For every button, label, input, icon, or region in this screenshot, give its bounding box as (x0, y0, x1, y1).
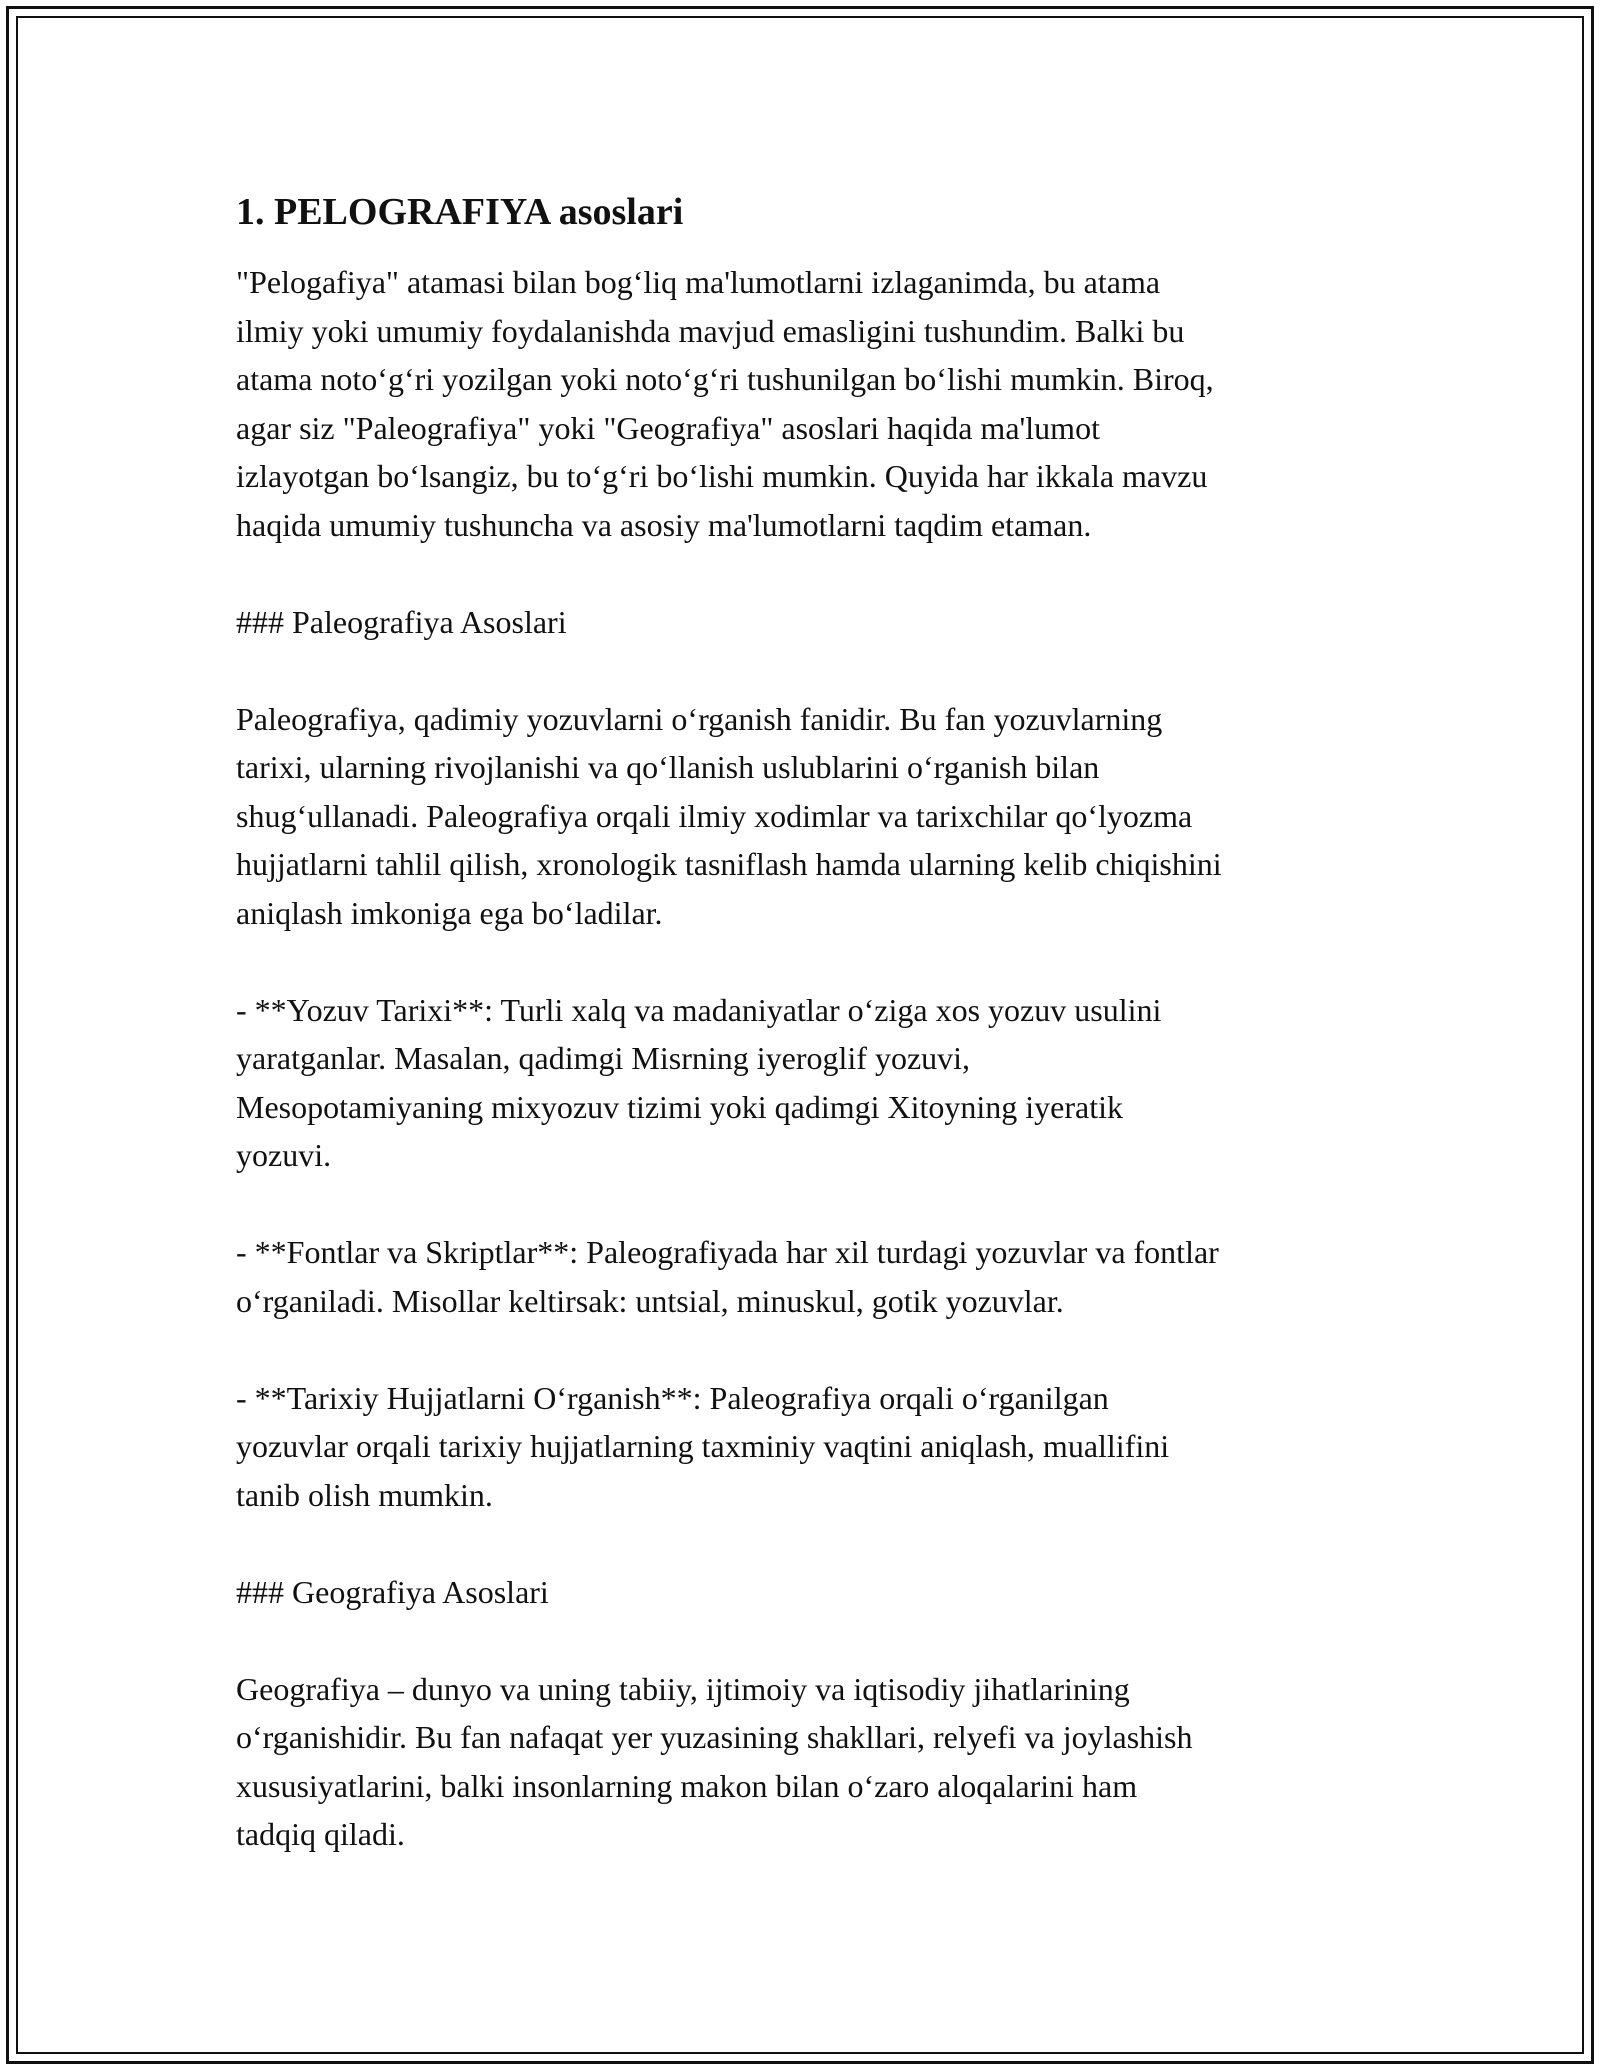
list-item-yozuv-tarixi: - **Yozuv Tarixi**: Turli xalq va madaniyatlar o‘ziga xos yozuv usulini yaratganlar. Masalan, qadimgi Misrning iyeroglif yozuvi, Mesopotamiyaning mixyozuv tizimi yoki qadimgi Xitoyning iyeratik yozuvi. (236, 991, 1162, 1173)
intro-paragraph: "Pelogafiya" atamasi bilan bog‘liq ma'lumotlarni izlaganimda, bu atama ilmiy yoki umumiy foydalanishda mavjud emasligini tushundim. Balki bu atama noto‘g‘ri yozilgan yoki noto‘g‘ri tushunilgan bo‘lishi mumkin. Biroq, agar siz "Paleografiya" yoki "Geografiya" asoslari haqida ma'lumot izlayotgan bo‘lsangiz, bu to‘g‘ri bo‘lishi mumkin. Quyida har ikkala mavzu haqida umumiy tushuncha va asosiy ma'lumotlarni taqdim etaman. (236, 264, 1214, 543)
paleografiya-paragraph: Paleografiya, qadimiy yozuvlarni o‘rganish fanidir. Bu fan yozuvlarning tarixi, ularning rivojlanishi va qo‘llanish uslublarini o‘rganish bilan shug‘ullanadi. Paleografiya orqali ilmiy xodimlar va tarixchilar qo‘lyozma hujjatlarni tahlil qilish, xronologik tasniflash hamda ularning kelib chiqishini aniqlash imkoniga ega bo‘ladilar. (236, 700, 1222, 931)
geografiya-heading: ### Geografiya Asoslari (236, 1573, 549, 1610)
document-title: 1. PELOGRAFIYA asoslari (236, 191, 684, 233)
list-item-fontlar-skriptlar: - **Fontlar va Skriptlar**: Paleografiyada har xil turdagi yozuvlar va fontlar o‘rganiladi. Misollar keltirsak: untsial, minuskul, gotik yozuvlar. (236, 1234, 1219, 1319)
document-body (236, 188, 1376, 1859)
list-item-tarixiy-hujjatlar: - **Tarixiy Hujjatlarni O‘rganish**: Paleografiya orqali o‘rganilgan yozuvlar orqali tarixiy hujjatlarning taxminiy vaqtini aniqlash, muallifini tanib olish mumkin. (236, 1379, 1170, 1513)
paleografiya-heading: ### Paleografiya Asoslari (236, 603, 567, 640)
geografiya-paragraph: Geografiya – dunyo va uning tabiiy, ijtimoiy va iqtisodiy jihatlarining o‘rganishidir. Bu fan nafaqat yer yuzasining shakllari, relyefi va joylashish xususiyatlarini, balki insonlarning makon bilan o‘zaro aloqalarini ham tadqiq qiladi. (236, 1670, 1193, 1852)
